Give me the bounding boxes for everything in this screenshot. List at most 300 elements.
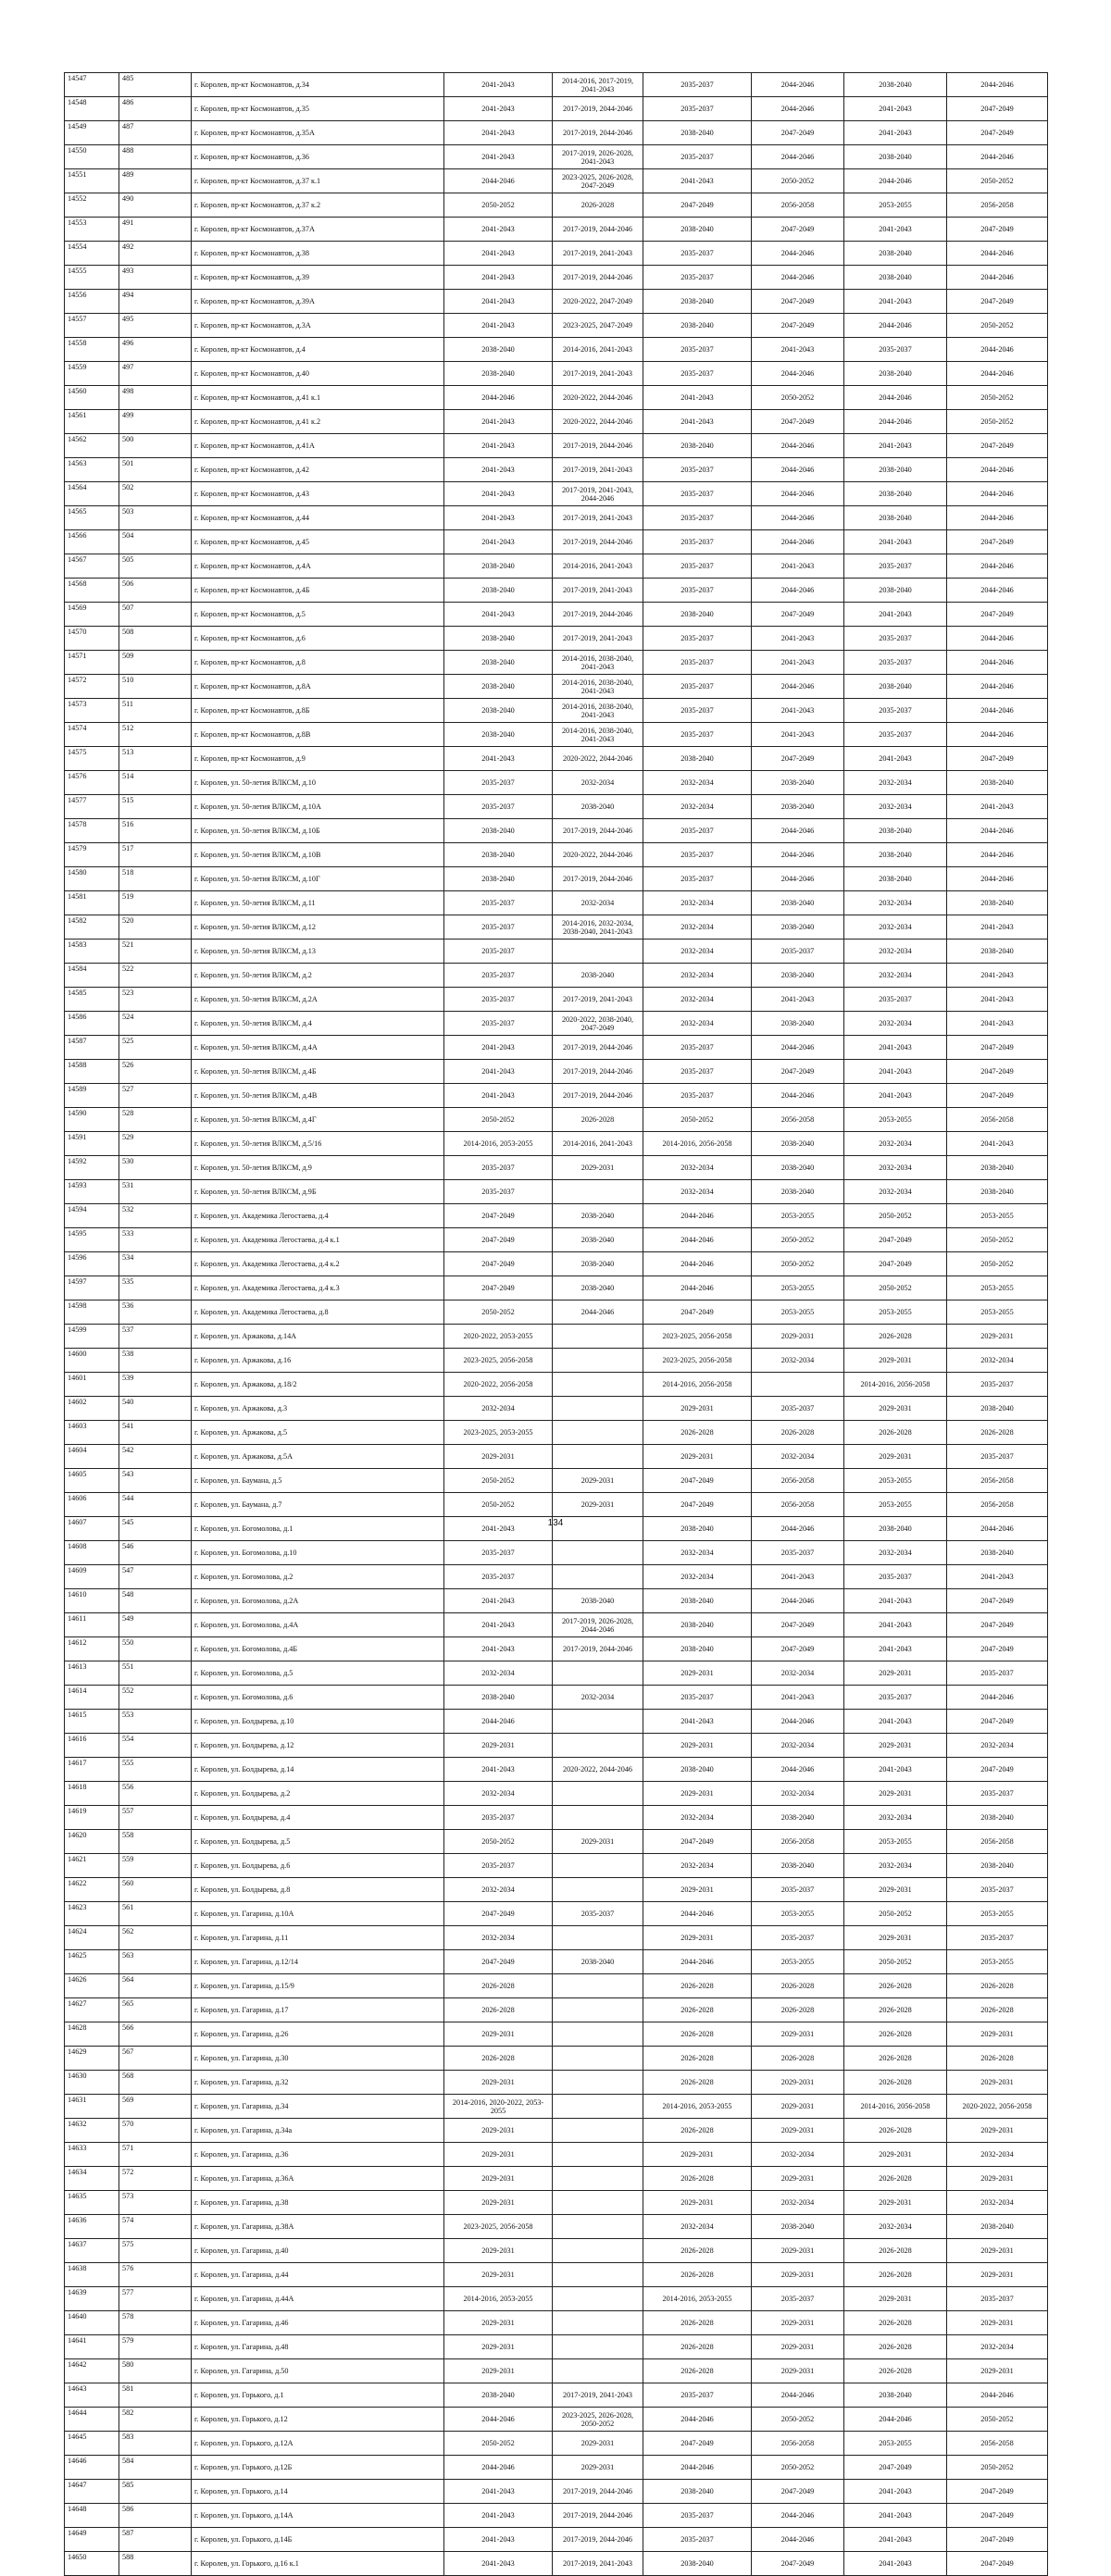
period-cell-6: 2056-2058 (947, 2432, 1048, 2456)
period-cell-6: 2044-2046 (947, 506, 1048, 530)
period-cell-2: 2017-2019, 2044-2046 (553, 2504, 643, 2528)
table-row (65, 2552, 1048, 2576)
period-cell-5: 2041-2043 (844, 1637, 947, 1661)
period-cell-1: 2029-2031 (444, 2239, 553, 2263)
period-cell-2: 2029-2031 (553, 1830, 643, 1854)
period-cell-3: 2035-2037 (643, 73, 752, 97)
address-cell: г. Королев, пр-кт Космонавтов, д.4Б (192, 579, 444, 603)
table-row (65, 1974, 1048, 1998)
period-cell-2: 2017-2019, 2044-2046 (553, 819, 643, 843)
period-cell-3: 2038-2040 (643, 218, 752, 242)
period-cell-3: 2035-2037 (643, 819, 752, 843)
period-cell-5: 2026-2028 (844, 2359, 947, 2383)
index-cell: 545 (119, 1517, 192, 1541)
table-row (65, 651, 1048, 675)
period-cell-4: 2050-2052 (752, 169, 844, 193)
table-row (65, 2167, 1048, 2191)
index-cell: 554 (119, 1734, 192, 1758)
registry-number-cell: 14593 (65, 1180, 119, 1204)
period-cell-2: 2020-2022, 2044-2046 (553, 1758, 643, 1782)
period-cell-1: 2050-2052 (444, 1469, 553, 1493)
period-cell-1: 2041-2043 (444, 121, 553, 145)
period-cell-6: 2041-2043 (947, 1012, 1048, 1036)
period-cell-5: 2041-2043 (844, 1589, 947, 1613)
period-cell-2: 2017-2019, 2044-2046 (553, 1036, 643, 1060)
period-cell-6: 2050-2052 (947, 314, 1048, 338)
table-row (65, 410, 1048, 434)
table-row (65, 2191, 1048, 2215)
registry-number-cell: 14627 (65, 1998, 119, 2022)
table-row (65, 2335, 1048, 2359)
index-cell: 515 (119, 795, 192, 819)
registry-number-cell: 14547 (65, 73, 119, 97)
period-cell-4: 2044-2046 (752, 73, 844, 97)
address-cell: г. Королев, пр-кт Космонавтов, д.4 (192, 338, 444, 362)
index-cell: 486 (119, 97, 192, 121)
registry-number-cell: 14584 (65, 964, 119, 988)
period-cell-1: 2029-2031 (444, 2119, 553, 2143)
index-cell: 558 (119, 1830, 192, 1854)
period-cell-4: 2047-2049 (752, 2480, 844, 2504)
table-row (65, 2263, 1048, 2287)
period-cell-1: 2026-2028 (444, 1974, 553, 1998)
period-cell-5: 2050-2052 (844, 1950, 947, 1974)
period-cell-6: 2041-2043 (947, 988, 1048, 1012)
period-cell-6: 2044-2046 (947, 554, 1048, 579)
period-cell-4: 2038-2040 (752, 1854, 844, 1878)
period-cell-6: 2026-2028 (947, 1998, 1048, 2022)
period-cell-4: 2056-2058 (752, 193, 844, 218)
period-cell-6: 2029-2031 (947, 1325, 1048, 1349)
address-cell: г. Королев, ул. 50-летия ВЛКСМ, д.4 (192, 1012, 444, 1036)
period-cell-6: 2020-2022, 2056-2058 (947, 2095, 1048, 2119)
registry-number-cell: 14615 (65, 1710, 119, 1734)
period-cell-1: 2047-2049 (444, 1950, 553, 1974)
index-cell: 550 (119, 1637, 192, 1661)
address-cell: г. Королев, ул. Богомолова, д.10 (192, 1541, 444, 1565)
period-cell-5: 2032-2034 (844, 1180, 947, 1204)
period-cell-1: 2047-2049 (444, 1252, 553, 1276)
period-cell-1: 2035-2037 (444, 1565, 553, 1589)
index-cell: 584 (119, 2456, 192, 2480)
period-cell-5: 2041-2043 (844, 2528, 947, 2552)
period-cell-1: 2029-2031 (444, 2263, 553, 2287)
period-cell-4: 2050-2052 (752, 2456, 844, 2480)
period-cell-4: 2041-2043 (752, 723, 844, 747)
address-cell: г. Королев, пр-кт Космонавтов, д.34 (192, 73, 444, 97)
address-cell: г. Королев, пр-кт Космонавтов, д.6 (192, 627, 444, 651)
index-cell: 491 (119, 218, 192, 242)
registry-number-cell: 14576 (65, 771, 119, 795)
address-cell: г. Королев, ул. Болдырева, д.14 (192, 1758, 444, 1782)
period-cell-5: 2032-2034 (844, 891, 947, 915)
period-cell-5: 2053-2055 (844, 2432, 947, 2456)
period-cell-6: 2050-2052 (947, 386, 1048, 410)
period-cell-2 (553, 1373, 643, 1397)
address-cell: г. Королев, ул. Гагарина, д.38А (192, 2215, 444, 2239)
period-cell-2: 2026-2028 (553, 1108, 643, 1132)
registry-number-cell: 14591 (65, 1132, 119, 1156)
period-cell-2 (553, 2022, 643, 2047)
address-cell: г. Королев, ул. 50-летия ВЛКСМ, д.10В (192, 843, 444, 867)
address-cell: г. Королев, пр-кт Космонавтов, д.41 к.1 (192, 386, 444, 410)
index-cell: 505 (119, 554, 192, 579)
period-cell-2: 2017-2019, 2044-2046 (553, 603, 643, 627)
address-cell: г. Королев, ул. Аржакова, д.14А (192, 1325, 444, 1349)
period-cell-3: 2035-2037 (643, 699, 752, 723)
period-cell-4: 2038-2040 (752, 964, 844, 988)
period-cell-2: 2029-2031 (553, 1493, 643, 1517)
registry-number-cell: 14555 (65, 266, 119, 290)
period-cell-2 (553, 2215, 643, 2239)
address-cell: г. Королев, ул. Академика Легостаева, д.4 к.3 (192, 1276, 444, 1300)
period-cell-6: 2044-2046 (947, 819, 1048, 843)
registry-number-cell: 14624 (65, 1926, 119, 1950)
period-cell-6: 2044-2046 (947, 1686, 1048, 1710)
period-cell-6: 2047-2049 (947, 530, 1048, 554)
period-cell-4: 2038-2040 (752, 1180, 844, 1204)
table-row (65, 2239, 1048, 2263)
period-cell-1: 2029-2031 (444, 2167, 553, 2191)
period-cell-1: 2026-2028 (444, 2047, 553, 2071)
period-cell-6: 2044-2046 (947, 242, 1048, 266)
period-cell-1: 2029-2031 (444, 2335, 553, 2359)
table-row (65, 1132, 1048, 1156)
index-cell: 534 (119, 1252, 192, 1276)
period-cell-1: 2041-2043 (444, 1517, 553, 1541)
period-cell-3: 2047-2049 (643, 193, 752, 218)
table-row (65, 723, 1048, 747)
period-cell-4: 2056-2058 (752, 1469, 844, 1493)
period-cell-2 (553, 1854, 643, 1878)
registry-number-cell: 14634 (65, 2167, 119, 2191)
period-cell-3: 2035-2037 (643, 458, 752, 482)
period-cell-3: 2032-2034 (643, 1854, 752, 1878)
registry-number-cell: 14612 (65, 1637, 119, 1661)
period-cell-1: 2032-2034 (444, 1782, 553, 1806)
period-cell-6: 2035-2037 (947, 1445, 1048, 1469)
table-row (65, 627, 1048, 651)
table-row (65, 2432, 1048, 2456)
index-cell: 562 (119, 1926, 192, 1950)
registry-number-cell: 14565 (65, 506, 119, 530)
index-cell: 527 (119, 1084, 192, 1108)
period-cell-6: 2056-2058 (947, 1108, 1048, 1132)
table-row (65, 1565, 1048, 1589)
period-cell-6: 2041-2043 (947, 964, 1048, 988)
period-cell-6: 2044-2046 (947, 458, 1048, 482)
period-cell-1: 2038-2040 (444, 819, 553, 843)
registry-number-cell: 14604 (65, 1445, 119, 1469)
period-cell-4: 2047-2049 (752, 218, 844, 242)
period-cell-5: 2047-2049 (844, 1252, 947, 1276)
address-cell: г. Королев, пр-кт Космонавтов, д.45 (192, 530, 444, 554)
period-cell-3: 2029-2031 (643, 1445, 752, 1469)
table-row (65, 290, 1048, 314)
period-cell-5: 2032-2034 (844, 915, 947, 940)
period-cell-3: 2047-2049 (643, 1469, 752, 1493)
period-cell-5: 2047-2049 (844, 1228, 947, 1252)
address-cell: г. Королев, пр-кт Космонавтов, д.8 (192, 651, 444, 675)
registry-number-cell: 14618 (65, 1782, 119, 1806)
address-cell: г. Королев, пр-кт Космонавтов, д.4А (192, 554, 444, 579)
period-cell-4: 2044-2046 (752, 482, 844, 506)
table-row (65, 2022, 1048, 2047)
period-cell-3: 2035-2037 (643, 554, 752, 579)
index-cell: 526 (119, 1060, 192, 1084)
period-cell-3: 2035-2037 (643, 266, 752, 290)
period-cell-3: 2032-2034 (643, 940, 752, 964)
period-cell-2: 2017-2019, 2044-2046 (553, 1060, 643, 1084)
address-cell: г. Королев, ул. Гагарина, д.36А (192, 2167, 444, 2191)
period-cell-1: 2035-2037 (444, 915, 553, 940)
period-cell-1: 2044-2046 (444, 2456, 553, 2480)
period-cell-3: 2038-2040 (643, 121, 752, 145)
address-cell: г. Королев, ул. Гагарина, д.38 (192, 2191, 444, 2215)
period-cell-2 (553, 1565, 643, 1589)
registry-number-cell: 14548 (65, 97, 119, 121)
period-cell-4: 2047-2049 (752, 2552, 844, 2576)
period-cell-4: 2044-2046 (752, 145, 844, 169)
period-cell-2 (553, 2335, 643, 2359)
address-cell: г. Королев, ул. Горького, д.14 (192, 2480, 444, 2504)
period-cell-4: 2026-2028 (752, 2047, 844, 2071)
period-cell-2: 2029-2031 (553, 2456, 643, 2480)
table-row (65, 867, 1048, 891)
period-cell-1: 2050-2052 (444, 1108, 553, 1132)
index-cell: 495 (119, 314, 192, 338)
period-cell-5: 2029-2031 (844, 1782, 947, 1806)
address-cell: г. Королев, пр-кт Космонавтов, д.5 (192, 603, 444, 627)
period-cell-6: 2050-2052 (947, 1228, 1048, 1252)
period-cell-3: 2032-2034 (643, 795, 752, 819)
registry-number-cell: 14648 (65, 2504, 119, 2528)
registry-number-cell: 14603 (65, 1421, 119, 1445)
period-cell-4: 2032-2034 (752, 2191, 844, 2215)
address-cell: г. Королев, ул. Аржакова, д.5А (192, 1445, 444, 1469)
address-cell: г. Королев, ул. Академика Легостаева, д.4 (192, 1204, 444, 1228)
table-row (65, 603, 1048, 627)
address-cell: г. Королев, ул. Горького, д.12Б (192, 2456, 444, 2480)
address-cell: г. Королев, пр-кт Космонавтов, д.40 (192, 362, 444, 386)
address-cell: г. Королев, пр-кт Космонавтов, д.41 к.2 (192, 410, 444, 434)
period-cell-4: 2047-2049 (752, 603, 844, 627)
period-cell-4: 2038-2040 (752, 891, 844, 915)
index-cell: 586 (119, 2504, 192, 2528)
period-cell-4: 2044-2046 (752, 1589, 844, 1613)
index-cell: 541 (119, 1421, 192, 1445)
period-cell-3: 2035-2037 (643, 1686, 752, 1710)
period-cell-1: 2041-2043 (444, 1060, 553, 1084)
period-cell-5: 2050-2052 (844, 1204, 947, 1228)
period-cell-5: 2026-2028 (844, 2263, 947, 2287)
period-cell-1: 2035-2037 (444, 964, 553, 988)
index-cell: 575 (119, 2239, 192, 2263)
period-cell-6: 2047-2049 (947, 290, 1048, 314)
period-cell-5: 2026-2028 (844, 2239, 947, 2263)
registry-number-cell: 14650 (65, 2552, 119, 2576)
period-cell-5: 2029-2031 (844, 1661, 947, 1686)
period-cell-6: 2032-2034 (947, 2143, 1048, 2167)
period-cell-6: 2044-2046 (947, 723, 1048, 747)
table-row (65, 434, 1048, 458)
period-cell-2: 2038-2040 (553, 1204, 643, 1228)
period-cell-4: 2044-2046 (752, 2528, 844, 2552)
period-cell-3: 2038-2040 (643, 434, 752, 458)
period-cell-6: 2041-2043 (947, 1565, 1048, 1589)
registry-number-cell: 14611 (65, 1613, 119, 1637)
index-cell: 576 (119, 2263, 192, 2287)
period-cell-5: 2041-2043 (844, 434, 947, 458)
table-row (65, 2047, 1048, 2071)
period-cell-3: 2038-2040 (643, 290, 752, 314)
period-cell-3: 2029-2031 (643, 2143, 752, 2167)
address-cell: г. Королев, ул. Аржакова, д.16 (192, 1349, 444, 1373)
period-cell-3: 2023-2025, 2056-2058 (643, 1325, 752, 1349)
period-cell-5: 2050-2052 (844, 1276, 947, 1300)
period-cell-2 (553, 1734, 643, 1758)
period-cell-3: 2035-2037 (643, 530, 752, 554)
index-cell: 546 (119, 1541, 192, 1565)
period-cell-1: 2041-2043 (444, 1036, 553, 1060)
period-cell-6: 2050-2052 (947, 2408, 1048, 2432)
table-row (65, 242, 1048, 266)
address-cell: г. Королев, ул. Гагарина, д.34 (192, 2095, 444, 2119)
period-cell-3: 2035-2037 (643, 1060, 752, 1084)
table-row (65, 579, 1048, 603)
period-cell-1: 2041-2043 (444, 1589, 553, 1613)
period-cell-6: 2050-2052 (947, 1252, 1048, 1276)
period-cell-6: 2047-2049 (947, 1084, 1048, 1108)
period-cell-3: 2026-2028 (643, 2335, 752, 2359)
index-cell: 553 (119, 1710, 192, 1734)
period-cell-6: 2056-2058 (947, 1830, 1048, 1854)
registry-number-cell: 14586 (65, 1012, 119, 1036)
period-cell-6: 2035-2037 (947, 1926, 1048, 1950)
index-cell: 559 (119, 1854, 192, 1878)
period-cell-2: 2017-2019, 2041-2043 (553, 2552, 643, 2576)
period-cell-5: 2026-2028 (844, 1974, 947, 1998)
period-cell-2: 2014-2016, 2038-2040, 2041-2043 (553, 699, 643, 723)
period-cell-2 (553, 1974, 643, 1998)
registry-number-cell: 14646 (65, 2456, 119, 2480)
period-cell-6: 2044-2046 (947, 699, 1048, 723)
address-cell: г. Королев, ул. Богомолова, д.5 (192, 1661, 444, 1686)
period-cell-1: 2038-2040 (444, 554, 553, 579)
period-cell-4: 2047-2049 (752, 747, 844, 771)
period-cell-6: 2038-2040 (947, 940, 1048, 964)
period-cell-5: 2041-2043 (844, 218, 947, 242)
table-row (65, 1926, 1048, 1950)
registry-number-cell: 14582 (65, 915, 119, 940)
address-cell: г. Королев, ул. Горького, д.14Б (192, 2528, 444, 2552)
period-cell-4: 2047-2049 (752, 410, 844, 434)
period-cell-4: 2038-2040 (752, 795, 844, 819)
index-cell: 536 (119, 1300, 192, 1325)
period-cell-3: 2035-2037 (643, 579, 752, 603)
period-cell-4: 2041-2043 (752, 627, 844, 651)
index-cell: 588 (119, 2552, 192, 2576)
period-cell-5: 2053-2055 (844, 1830, 947, 1854)
period-cell-1: 2050-2052 (444, 1300, 553, 1325)
address-cell: г. Королев, ул. 50-летия ВЛКСМ, д.9 (192, 1156, 444, 1180)
index-cell: 501 (119, 458, 192, 482)
period-cell-3: 2038-2040 (643, 603, 752, 627)
period-cell-2: 2038-2040 (553, 1252, 643, 1276)
period-cell-5: 2038-2040 (844, 867, 947, 891)
period-cell-4: 2029-2031 (752, 2119, 844, 2143)
period-cell-6: 2044-2046 (947, 579, 1048, 603)
period-cell-4: 2029-2031 (752, 1325, 844, 1349)
period-cell-4: 2047-2049 (752, 121, 844, 145)
registry-number-cell: 14619 (65, 1806, 119, 1830)
registry-number-cell: 14549 (65, 121, 119, 145)
period-cell-2: 2017-2019, 2044-2046 (553, 218, 643, 242)
index-cell: 508 (119, 627, 192, 651)
period-cell-1: 2029-2031 (444, 1734, 553, 1758)
period-cell-4: 2047-2049 (752, 1637, 844, 1661)
registry-number-cell: 14620 (65, 1830, 119, 1854)
period-cell-4: 2029-2031 (752, 2022, 844, 2047)
period-cell-6: 2044-2046 (947, 843, 1048, 867)
address-cell: г. Королев, ул. Академика Легостаева, д.4 к.1 (192, 1228, 444, 1252)
period-cell-1: 2038-2040 (444, 338, 553, 362)
index-cell: 521 (119, 940, 192, 964)
table-row (65, 1325, 1048, 1349)
period-cell-5: 2026-2028 (844, 2167, 947, 2191)
index-cell: 496 (119, 338, 192, 362)
period-cell-5: 2026-2028 (844, 2335, 947, 2359)
period-cell-6: 2053-2055 (947, 1902, 1048, 1926)
index-cell: 511 (119, 699, 192, 723)
period-cell-2 (553, 2191, 643, 2215)
period-cell-4: 2041-2043 (752, 1686, 844, 1710)
period-cell-1: 2038-2040 (444, 843, 553, 867)
address-cell: г. Королев, пр-кт Космонавтов, д.35А (192, 121, 444, 145)
period-cell-2 (553, 1349, 643, 1373)
schedule-table (64, 72, 1048, 2576)
table-row (65, 1108, 1048, 1132)
table-row (65, 2071, 1048, 2095)
period-cell-3: 2035-2037 (643, 1084, 752, 1108)
index-cell: 561 (119, 1902, 192, 1926)
period-cell-6: 2044-2046 (947, 627, 1048, 651)
period-cell-2 (553, 2263, 643, 2287)
period-cell-1: 2029-2031 (444, 2143, 553, 2167)
period-cell-1: 2035-2037 (444, 1180, 553, 1204)
address-cell: г. Королев, ул. Гагарина, д.10А (192, 1902, 444, 1926)
period-cell-1: 2035-2037 (444, 1854, 553, 1878)
period-cell-3: 2038-2040 (643, 314, 752, 338)
period-cell-5: 2032-2034 (844, 2215, 947, 2239)
address-cell: г. Королев, ул. Гагарина, д.50 (192, 2359, 444, 2383)
registry-number-cell: 14616 (65, 1734, 119, 1758)
period-cell-5: 2038-2040 (844, 1517, 947, 1541)
period-cell-3: 2014-2016, 2053-2055 (643, 2095, 752, 2119)
period-cell-5: 2038-2040 (844, 145, 947, 169)
period-cell-3: 2038-2040 (643, 1637, 752, 1661)
registry-number-cell: 14625 (65, 1950, 119, 1974)
period-cell-5: 2047-2049 (844, 2456, 947, 2480)
period-cell-6: 2044-2046 (947, 73, 1048, 97)
registry-number-cell: 14574 (65, 723, 119, 747)
address-cell: г. Королев, ул. Болдырева, д.6 (192, 1854, 444, 1878)
period-cell-2 (553, 2119, 643, 2143)
address-cell: г. Королев, ул. Гагарина, д.46 (192, 2311, 444, 2335)
period-cell-4: 2050-2052 (752, 2408, 844, 2432)
period-cell-3: 2044-2046 (643, 1204, 752, 1228)
period-cell-2: 2029-2031 (553, 1469, 643, 1493)
